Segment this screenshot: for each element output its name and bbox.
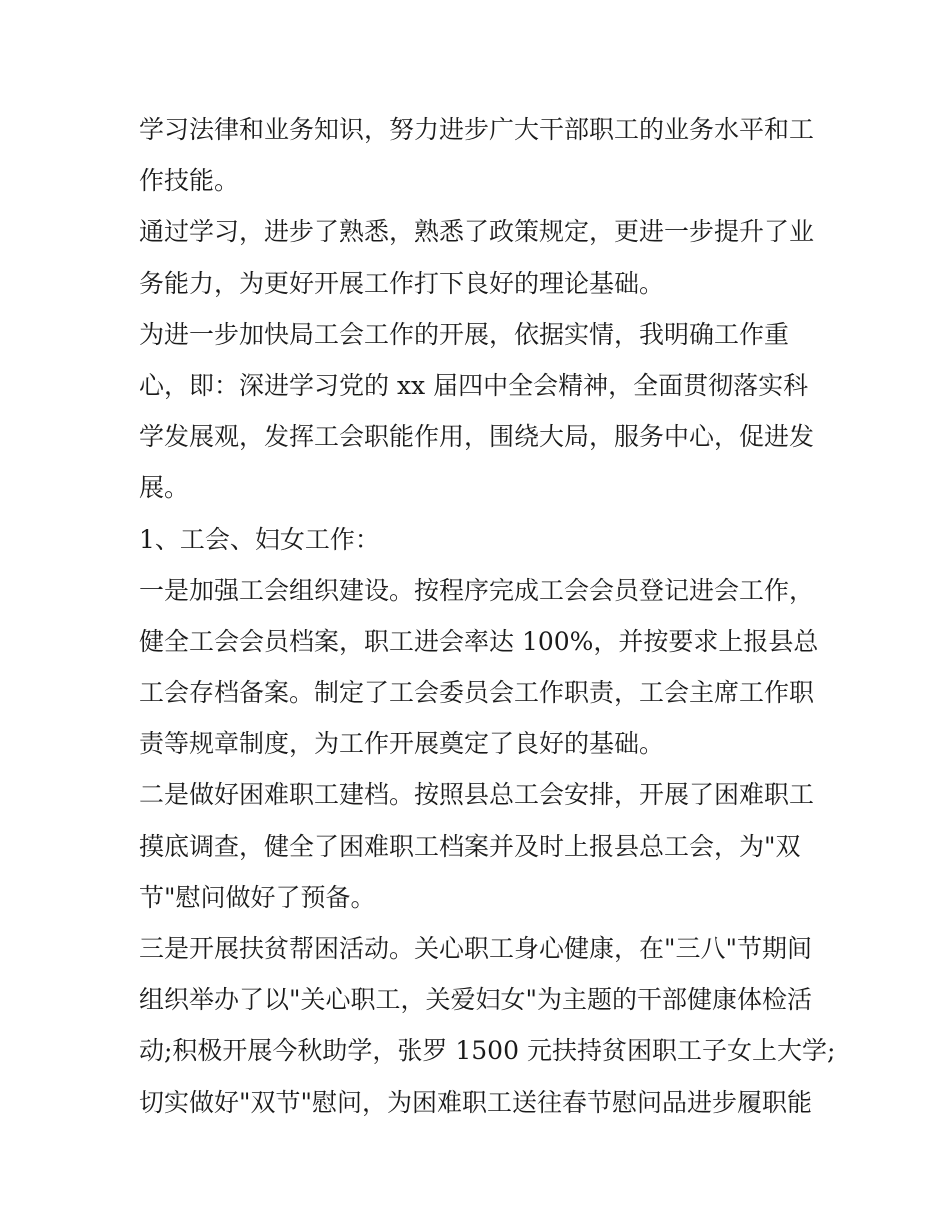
document-body — [139, 104, 836, 1128]
text-line: 二是做好困难职工建档。按照县总工会安排，开展了困难职工 — [139, 780, 815, 810]
section-heading: 1、工会、妇女工作： — [139, 524, 380, 554]
text-line: 心，即：深进学习党的 xx 届四中全会精神，全面贯彻落实科 — [139, 370, 809, 400]
text-line: 健全工会会员档案，职工进会率达 100%，并按要求上报县总 — [139, 626, 819, 656]
text-line: 作技能。 — [139, 166, 240, 196]
text-line: 动;积极开展今秋助学，张罗 1500 元扶持贫困职工子女上大学; — [139, 1036, 836, 1066]
text-line: 组织举办了以"关心职工，关爱妇女"为主题的干部健康体检活 — [139, 985, 813, 1015]
text-line: 三是开展扶贫帮困活动。关心职工身心健康，在"三八"节期间 — [139, 934, 813, 963]
text-line: 务能力，为更好开展工作打下良好的理论基础。 — [139, 268, 665, 298]
text-line: 摸底调查，健全了困难职工档案并及时上报县总工会，为"双 — [139, 831, 801, 861]
text-line: 切实做好"双节"慰问，为困难职工送往春节慰问品进步履职能 — [139, 1087, 813, 1117]
text-line: 为进一步加快局工会工作的开展，依据实情，我明确工作重 — [139, 319, 790, 349]
text-line: 学发展观，发挥工会职能作用，围绕大局，服务中心，促进发 — [139, 422, 815, 452]
text-line: 一是加强工会组织建设。按程序完成工会会员登记进会工作， — [139, 575, 815, 605]
text-line: 通过学习，进步了熟悉，熟悉了政策规定，更进一步提升了业 — [139, 217, 815, 247]
text-line: 学习法律和业务知识，努力进步广大干部职工的业务水平和工 — [139, 115, 815, 144]
text-line: 工会存档备案。制定了工会委员会工作职责，工会主席工作职 — [139, 678, 815, 708]
text-line: 展。 — [139, 473, 190, 503]
text-line: 责等规章制度，为工作开展奠定了良好的基础。 — [139, 729, 665, 759]
text-line: 节"慰问做好了预备。 — [139, 882, 376, 912]
